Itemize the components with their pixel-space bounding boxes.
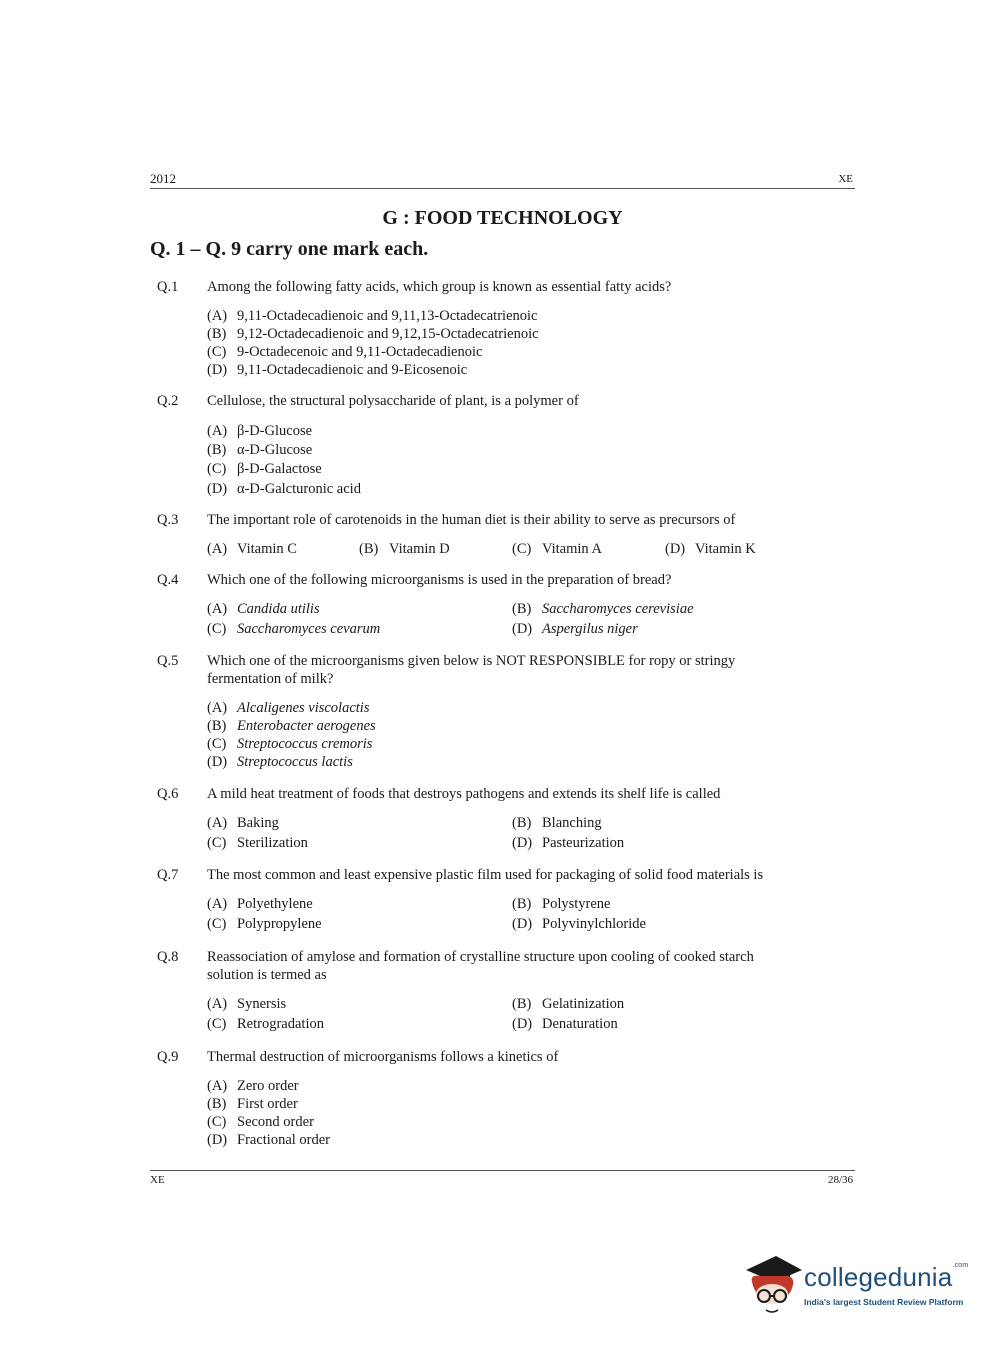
option-b [512, 600, 694, 618]
option-d [665, 540, 756, 558]
option-c [207, 343, 482, 361]
option-label: (B) [512, 896, 532, 912]
option-label: (A) [207, 541, 228, 557]
option-c [207, 1113, 314, 1131]
question-stem: A mild heat treatment of foods that destroys pathogens and extends its shelf life is called [207, 786, 721, 802]
option-text: 9,11-Octadecadienoic and 9-Eicosenoic [237, 362, 468, 378]
option-text: Vitamin K [695, 541, 756, 557]
option-d [207, 361, 467, 379]
option-label: (B) [207, 1096, 227, 1112]
page-header [150, 170, 855, 189]
option-label: (D) [665, 541, 686, 557]
header-code: XE [838, 173, 853, 185]
option-b [207, 717, 376, 735]
option-label: (A) [207, 815, 228, 831]
option-label: (C) [207, 621, 227, 637]
option-label: (B) [207, 442, 227, 458]
option-c [207, 620, 380, 638]
option-d [207, 480, 361, 498]
question-stem: Among the following fatty acids, which group is known as essential fatty acids? [207, 279, 672, 295]
question-stem [207, 652, 837, 688]
option-label: (D) [512, 916, 533, 932]
option-text: Gelatinization [542, 996, 625, 1012]
question-number: Q.2 [157, 393, 179, 409]
option-label: (C) [207, 344, 227, 360]
section-title: G : FOOD TECHNOLOGY [382, 207, 623, 229]
logo-wordmark [804, 1262, 968, 1293]
option-text: Saccharomyces cerevisiae [542, 601, 694, 617]
option-d [207, 753, 353, 771]
logo-name: collegedunia [804, 1262, 953, 1292]
question-stem [207, 948, 837, 984]
option-text: Zero order [237, 1078, 299, 1094]
option-label: (D) [207, 481, 228, 497]
option-a [207, 814, 279, 832]
option-label: (C) [512, 541, 532, 557]
option-label: (A) [207, 1078, 228, 1094]
option-text: Synersis [237, 996, 287, 1012]
option-text: Polyvinylchloride [542, 916, 646, 932]
option-c [207, 1015, 324, 1033]
question-number: Q.3 [157, 512, 179, 528]
option-text: Saccharomyces cevarum [237, 621, 381, 637]
option-label: (B) [512, 996, 532, 1012]
question-number: Q.9 [157, 1049, 179, 1065]
question-stem: The important role of carotenoids in the human diet is their ability to serve as precursors of [207, 512, 736, 528]
option-a [207, 600, 320, 618]
option-c [207, 834, 308, 852]
option-a [207, 895, 313, 913]
marks-subheading: Q. 1 – Q. 9 carry one mark each. [150, 238, 429, 260]
option-text: Denaturation [542, 1016, 618, 1032]
option-label: (C) [207, 1016, 227, 1032]
option-text: Streptococcus lactis [237, 754, 353, 770]
option-text: Streptococcus cremoris [237, 736, 373, 752]
option-label: (D) [512, 621, 533, 637]
option-a [207, 540, 297, 558]
question-stem: The most common and least expensive plastic film used for packaging of solid food materials is [207, 867, 764, 883]
option-text: Sterilization [237, 835, 308, 851]
question-stem-line: Reassociation of amylose and formation of crystalline structure upon cooling of cooked starch [207, 949, 754, 965]
collegedunia-logo [742, 1248, 972, 1318]
option-label: (A) [207, 308, 228, 324]
option-d [207, 1131, 330, 1149]
option-b [512, 895, 610, 913]
option-text: Aspergilus niger [542, 621, 638, 637]
question-number: Q.8 [157, 949, 179, 965]
option-label: (B) [512, 601, 532, 617]
option-text: Blanching [542, 815, 602, 831]
question-number: Q.4 [157, 572, 179, 588]
page-number: 28/36 [827, 1174, 853, 1186]
option-text: α-D-Galcturonic acid [237, 481, 361, 497]
option-b [512, 995, 624, 1013]
option-a [207, 422, 312, 440]
option-text: Pasteurization [542, 835, 625, 851]
option-text: Retrogradation [237, 1016, 324, 1032]
question-number: Q.5 [157, 653, 179, 669]
option-d [512, 1015, 618, 1033]
option-label: (D) [207, 362, 228, 378]
option-text: 9,11-Octadecadienoic and 9,11,13-Octadecatrienoic [237, 308, 538, 324]
option-text: β-D-Glucose [237, 423, 313, 439]
option-d [512, 915, 646, 933]
option-label: (B) [512, 815, 532, 831]
option-label: (A) [207, 601, 228, 617]
option-b [207, 1095, 298, 1113]
option-text: Vitamin D [389, 541, 450, 557]
option-label: (C) [207, 1114, 227, 1130]
question-number: Q.1 [157, 279, 179, 295]
option-label: (A) [207, 700, 228, 716]
option-label: (C) [207, 461, 227, 477]
option-text: Polystyrene [542, 896, 611, 912]
option-label: (B) [207, 718, 227, 734]
option-b [207, 441, 312, 459]
option-text: Vitamin C [237, 541, 297, 557]
option-label: (C) [207, 835, 227, 851]
option-text: Polypropylene [237, 916, 322, 932]
option-label: (D) [207, 1132, 228, 1148]
option-d [512, 620, 638, 638]
option-label: (D) [207, 754, 228, 770]
question-number: Q.7 [157, 867, 179, 883]
option-label: (A) [207, 896, 228, 912]
question-stem-line: solution is termed as [207, 967, 327, 983]
question-stem: Cellulose, the structural polysaccharide of plant, is a polymer of [207, 393, 579, 409]
option-a [207, 307, 537, 325]
header-year: 2012 [150, 171, 176, 186]
option-text: α-D-Glucose [237, 442, 313, 458]
option-label: (D) [512, 1016, 533, 1032]
option-a [207, 995, 286, 1013]
question-number: Q.6 [157, 786, 179, 802]
option-text: Baking [237, 815, 279, 831]
option-label: (D) [512, 835, 533, 851]
option-text: Alcaligenes viscolactis [237, 700, 370, 716]
option-label: (B) [359, 541, 379, 557]
option-c [207, 915, 322, 933]
logo-suffix: .com [952, 1262, 969, 1269]
option-label: (A) [207, 996, 228, 1012]
option-text: Fractional order [237, 1132, 331, 1148]
option-text: Enterobacter aerogenes [237, 718, 376, 734]
footer-code: XE [150, 1174, 165, 1186]
option-b [512, 814, 602, 832]
question-stem: Which one of the following microorganisms is used in the preparation of bread? [207, 572, 672, 588]
option-label: (C) [207, 736, 227, 752]
option-text: 9,12-Octadecadienoic and 9,12,15-Octadecatrienoic [237, 326, 539, 342]
option-text: Second order [237, 1114, 314, 1130]
question-stem-line: Which one of the microorganisms given below is NOT RESPONSIBLE for ropy or stringy [207, 653, 736, 669]
option-c [207, 735, 372, 753]
option-d [512, 834, 624, 852]
option-b [207, 325, 539, 343]
logo-tagline: India's largest Student Review Platform [804, 1297, 964, 1307]
option-text: Candida utilis [237, 601, 320, 617]
mascot-icon [742, 1248, 804, 1318]
option-c [207, 460, 322, 478]
option-b [359, 540, 450, 558]
question-stem-line: fermentation of milk? [207, 671, 334, 687]
option-text: Polyethylene [237, 896, 313, 912]
question-stem: Thermal destruction of microorganisms follows a kinetics of [207, 1049, 559, 1065]
option-text: β-D-Galactose [237, 461, 322, 477]
option-text: First order [237, 1096, 298, 1112]
option-a [207, 1077, 299, 1095]
option-text: 9-Octadecenoic and 9,11-Octadecadienoic [237, 344, 483, 360]
option-c [512, 540, 602, 558]
option-label: (A) [207, 423, 228, 439]
page-footer [150, 1170, 855, 1189]
option-label: (C) [207, 916, 227, 932]
option-a [207, 699, 369, 717]
option-text: Vitamin A [542, 541, 602, 557]
option-label: (B) [207, 326, 227, 342]
